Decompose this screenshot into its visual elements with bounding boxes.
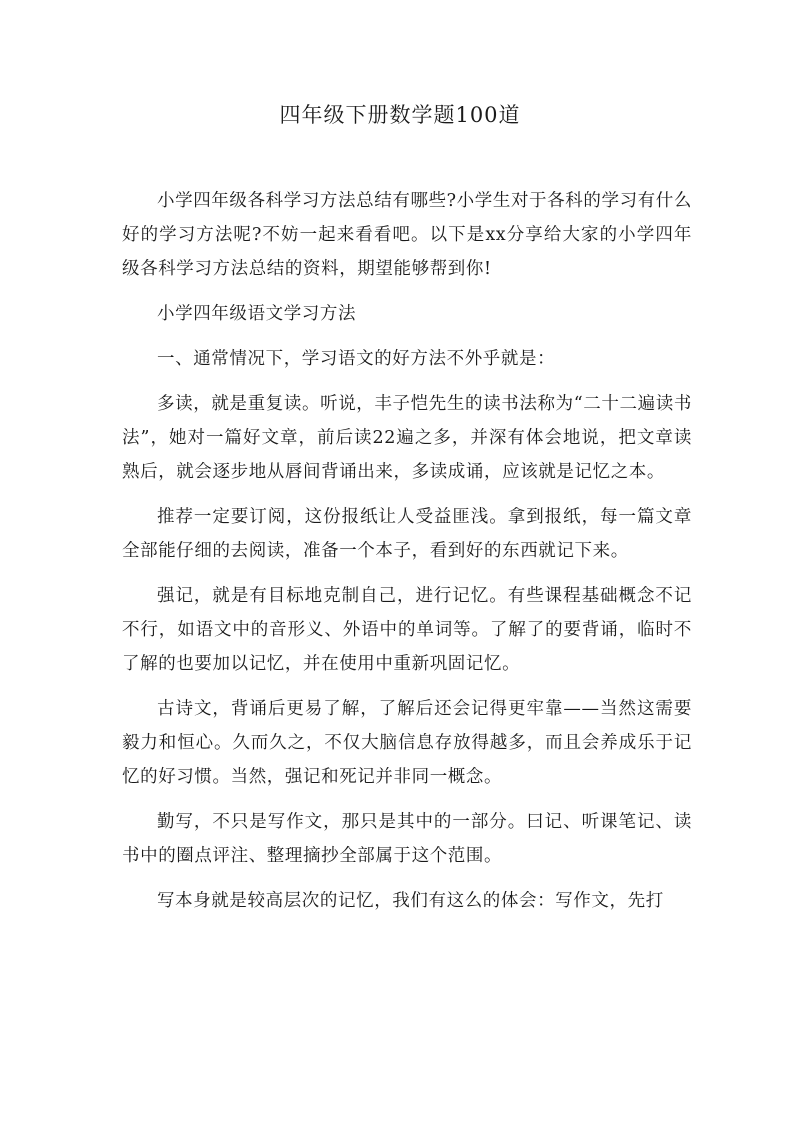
paragraph-write-often: 勤写，不只是写作文，那只是其中的一部分。曰记、听课笔记、读书中的圈点评注、整理摘抄全部属于这个范围。 bbox=[122, 812, 692, 866]
paragraph-section-heading: 小学四年级语文学习方法 bbox=[157, 304, 357, 324]
paragraph-point-one: 一、通常情况下，学习语文的好方法不外乎就是： bbox=[157, 349, 556, 369]
paragraph-memorize: 强记，就是有目标地克制自己，进行记忆。有些课程基础概念不记不行，如语文中的音形义、外语中的单词等。了解了的要背诵，临时不了解的也要加以记忆，并在使用中重新巩固记忆。 bbox=[122, 586, 692, 674]
paragraph-ancient-poems: 古诗文，背诵后更易了解，了解后还会记得更牢靠——当然这需要毅力和恒心。久而久之，不仅大脑信息存放得越多，而且会养成乐于记忆的好习惯。当然，强记和死记并非同一概念。 bbox=[122, 699, 692, 787]
paragraph-newspaper: 推荐一定要订阅，这份报纸让人受益匪浅。拿到报纸，每一篇文章全部能仔细的去阅读，准备一个本子，看到好的东西就记下来。 bbox=[122, 507, 692, 561]
document-body bbox=[122, 184, 692, 929]
paragraph-intro: 小学四年级各科学习方法总结有哪些?小学生对于各科的学习有什么好的学习方法呢?不妨一起来看看吧。以下是xx分享给大家的小学四年级各科学习方法总结的资料，期望能够帮到你! bbox=[122, 191, 692, 279]
document-title: 四年级下册数学题100道 bbox=[279, 103, 521, 127]
paragraph-writing-memory: 写本身就是较高层次的记忆，我们有这么的体会：写作文，先打 bbox=[157, 891, 664, 911]
paragraph-read-more: 多读，就是重复读。听说，丰子恺先生的读书法称为“二十二遍读书法”，她对一篇好文章，前后读22遍之多，并深有体会地说，把文章读熟后，就会逐步地从唇间背诵出来，多读成诵，应该就是记忆之本。 bbox=[122, 394, 692, 482]
